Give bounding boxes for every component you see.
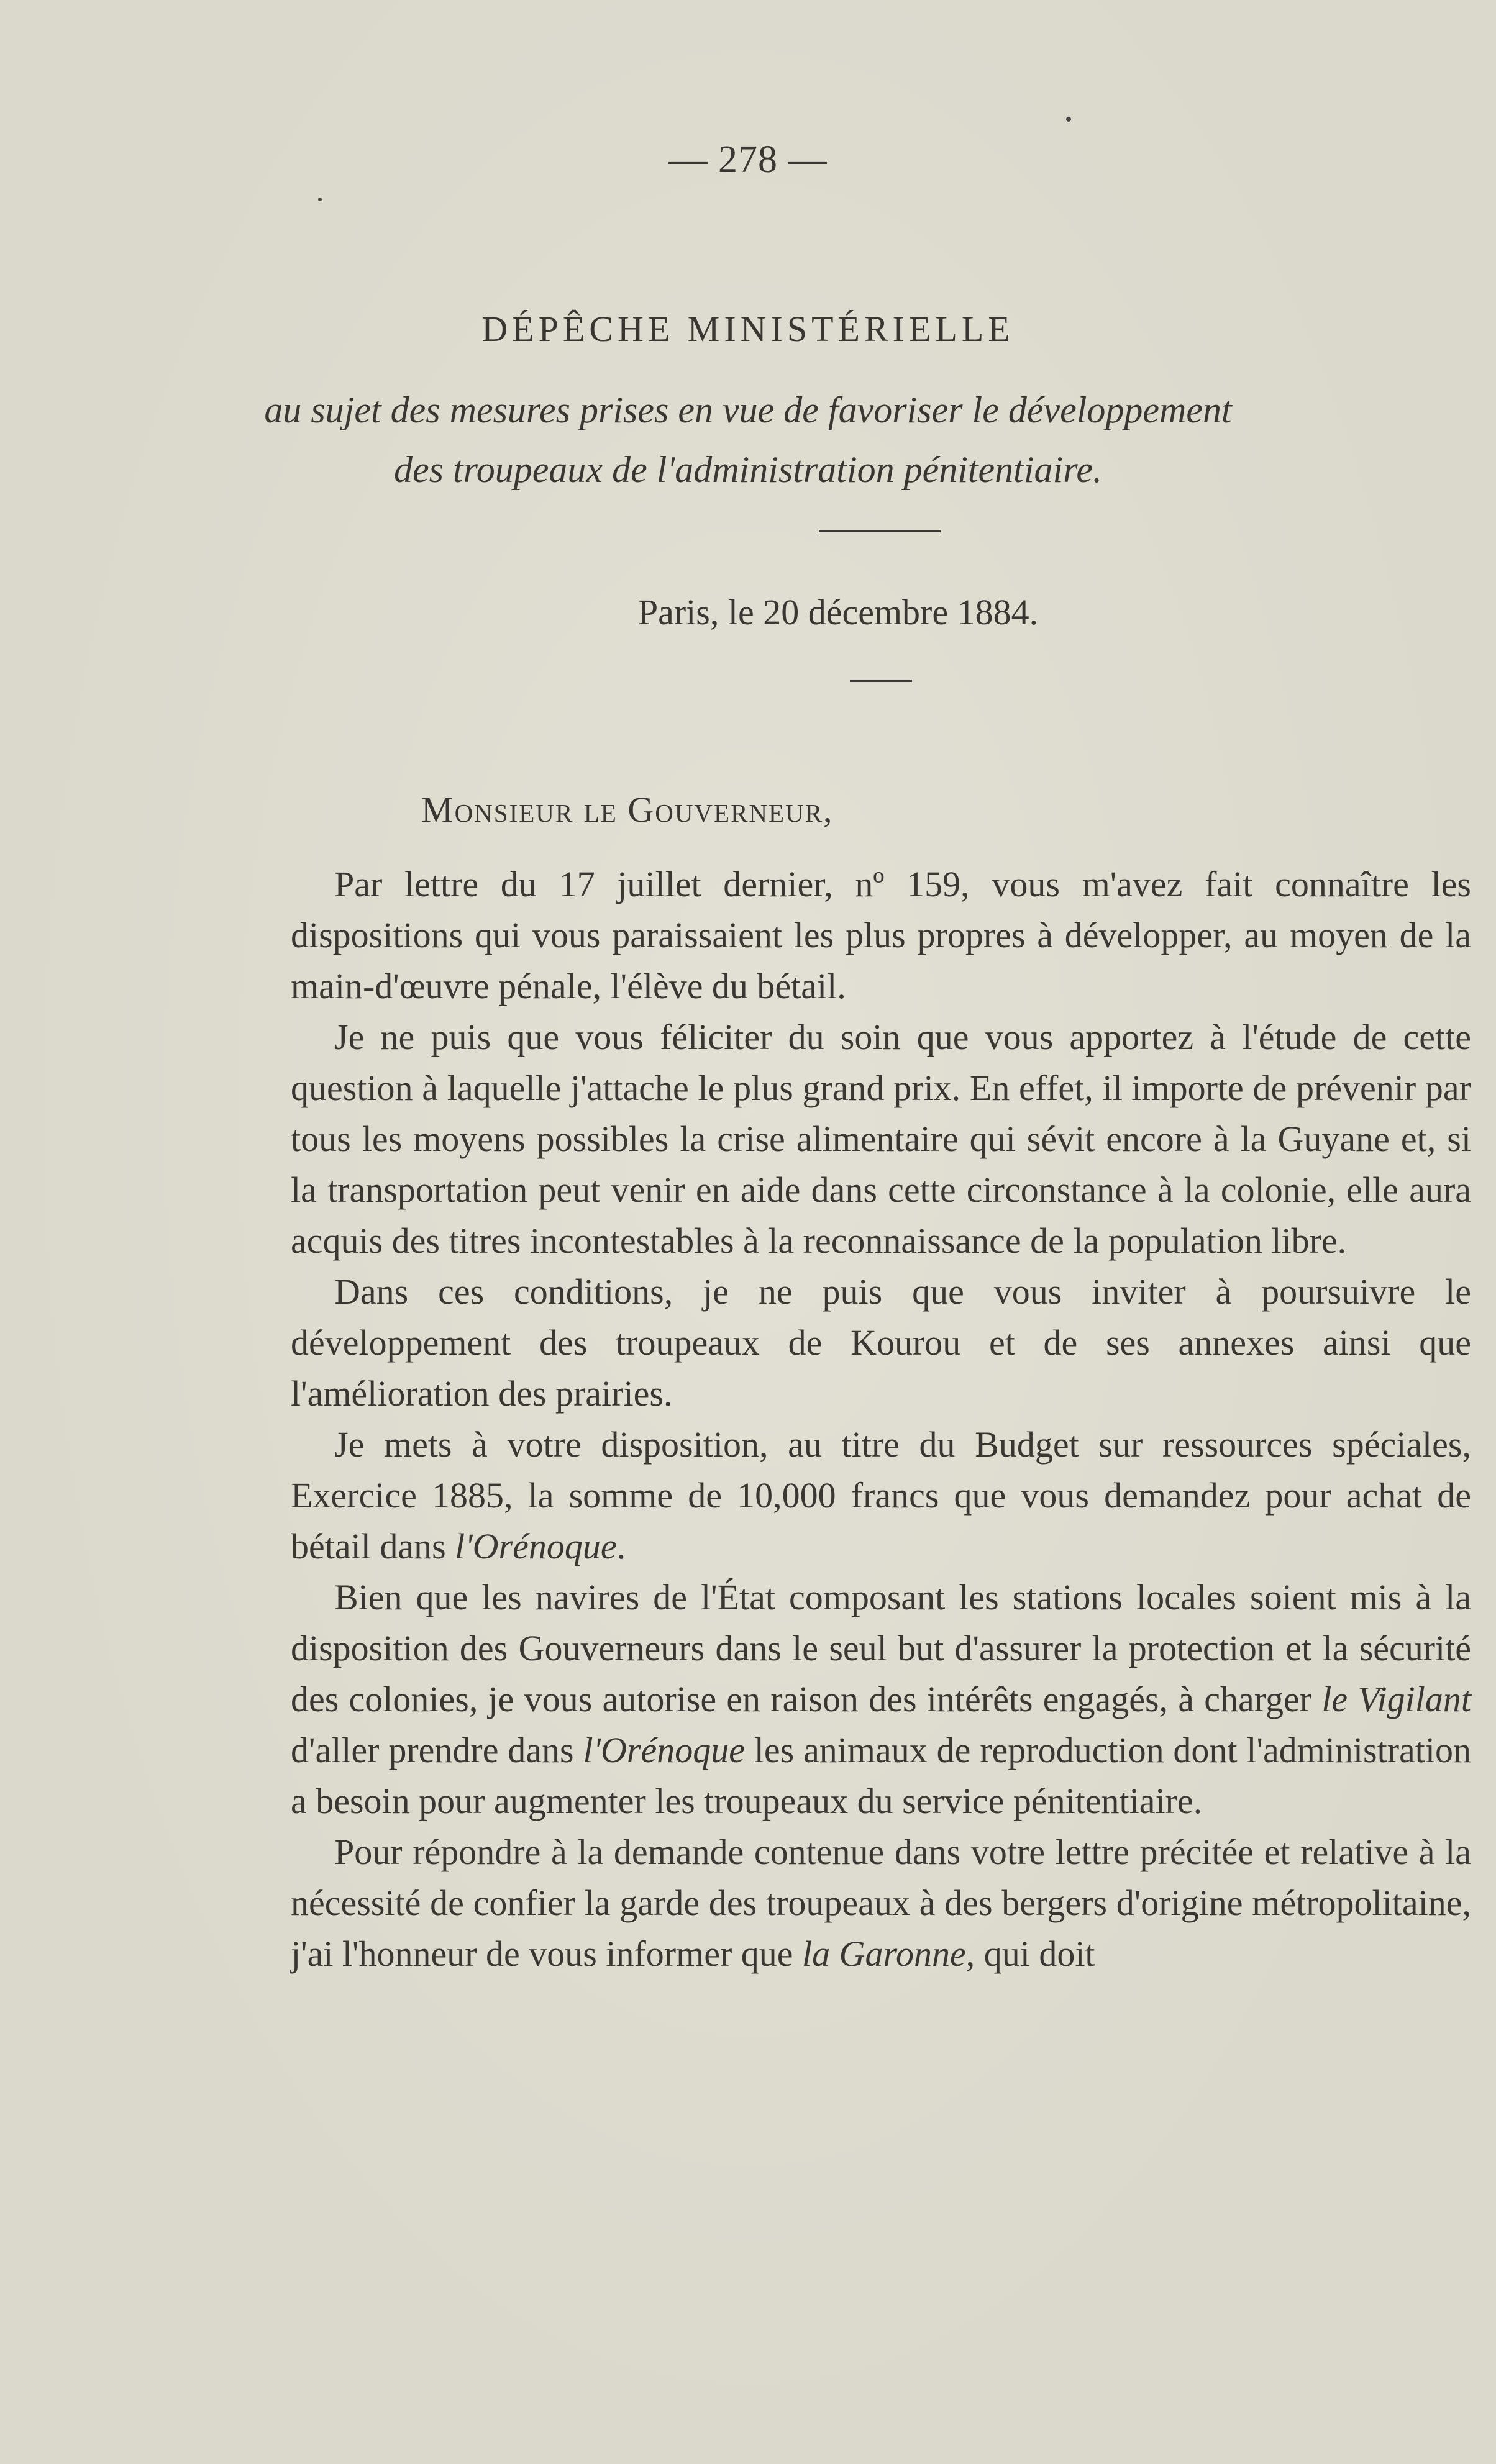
italic-text: le Vigilant xyxy=(1321,1679,1471,1719)
paragraph-text: les animaux de reproduction dont l'administration a besoin pour augmenter les troupeaux du service pénitentiaire. xyxy=(291,1730,1471,1821)
paragraph-text: . xyxy=(616,1526,626,1566)
body-text xyxy=(291,859,1471,1980)
paragraph-text: d'aller prendre dans xyxy=(291,1730,583,1770)
page-number: — 278 — xyxy=(668,139,828,181)
paragraph xyxy=(291,859,1471,1012)
divider-rule xyxy=(819,530,941,532)
ink-speck xyxy=(1066,117,1071,122)
italic-text: l'Orénoque xyxy=(583,1730,745,1770)
paragraph xyxy=(291,1419,1471,1572)
paragraph xyxy=(291,1827,1471,1980)
ink-speck xyxy=(318,198,322,201)
italic-text: l'Orénoque xyxy=(455,1526,617,1566)
document-subtitle xyxy=(0,380,1496,499)
paragraph-text: , qui doit xyxy=(965,1934,1095,1974)
italic-text: la Garonne xyxy=(802,1934,966,1974)
subtitle-line: au sujet des mesures prises en vue de favoriser le développement xyxy=(264,389,1232,430)
paragraph xyxy=(291,1572,1471,1827)
document-title: DÉPÊCHE MINISTÉRIELLE xyxy=(481,309,1015,349)
paragraph-text: Par lettre du 17 juillet dernier, nº 159, vous m'avez fait connaître les dispositions qui vous paraissaient les plus propres à développer, au moyen de la main-d'œuvre pénale, l'élève du bétail. xyxy=(291,864,1471,1006)
paragraph-text: Je ne puis que vous féliciter du soin que vous apportez à l'étude de cette question à laquelle j'attache le plus grand prix. En effet, il importe de prévenir par tous les moyens possibles la crise alimentaire qui sévit encore à la Guyane et, si la transportation peut venir en aide dans cette circonstance à la colonie, elle aura acquis des titres incontestables à la reconnaissance de la population libre. xyxy=(291,1017,1471,1261)
paragraph-text: Dans ces conditions, je ne puis que vous inviter à poursuivre le développement des troupeaux de Kourou et de ses annexes ainsi que l'amélioration des prairies. xyxy=(291,1271,1471,1414)
paragraph-text: Bien que les navires de l'État composant les stations locales soient mis à la disposition des Gouverneurs dans le seul but d'assurer la protection et la sécurité des colonies, je vous autorise en raison des intérêts engagés, à charger xyxy=(291,1577,1471,1719)
salutation: Monsieur le Gouverneur, xyxy=(421,789,834,830)
dateline: Paris, le 20 décembre 1884. xyxy=(637,592,1039,632)
paragraph xyxy=(291,1266,1471,1419)
divider-rule xyxy=(850,680,912,682)
paragraph xyxy=(291,1012,1471,1266)
subtitle-line: des troupeaux de l'administration pénitentiaire. xyxy=(394,449,1102,490)
paragraph-text: Pour répondre à la demande contenue dans votre lettre précitée et relative à la nécessité de confier la garde des troupeaux à des bergers d'origine métropolitaine, j'ai l'honneur de vous informer que xyxy=(291,1832,1471,1974)
paragraph-text: Je mets à votre disposition, au titre du Budget sur ressources spéciales, Exercice 1885, la somme de 10,000 francs que vous demandez pour achat de bétail dans xyxy=(291,1424,1471,1566)
